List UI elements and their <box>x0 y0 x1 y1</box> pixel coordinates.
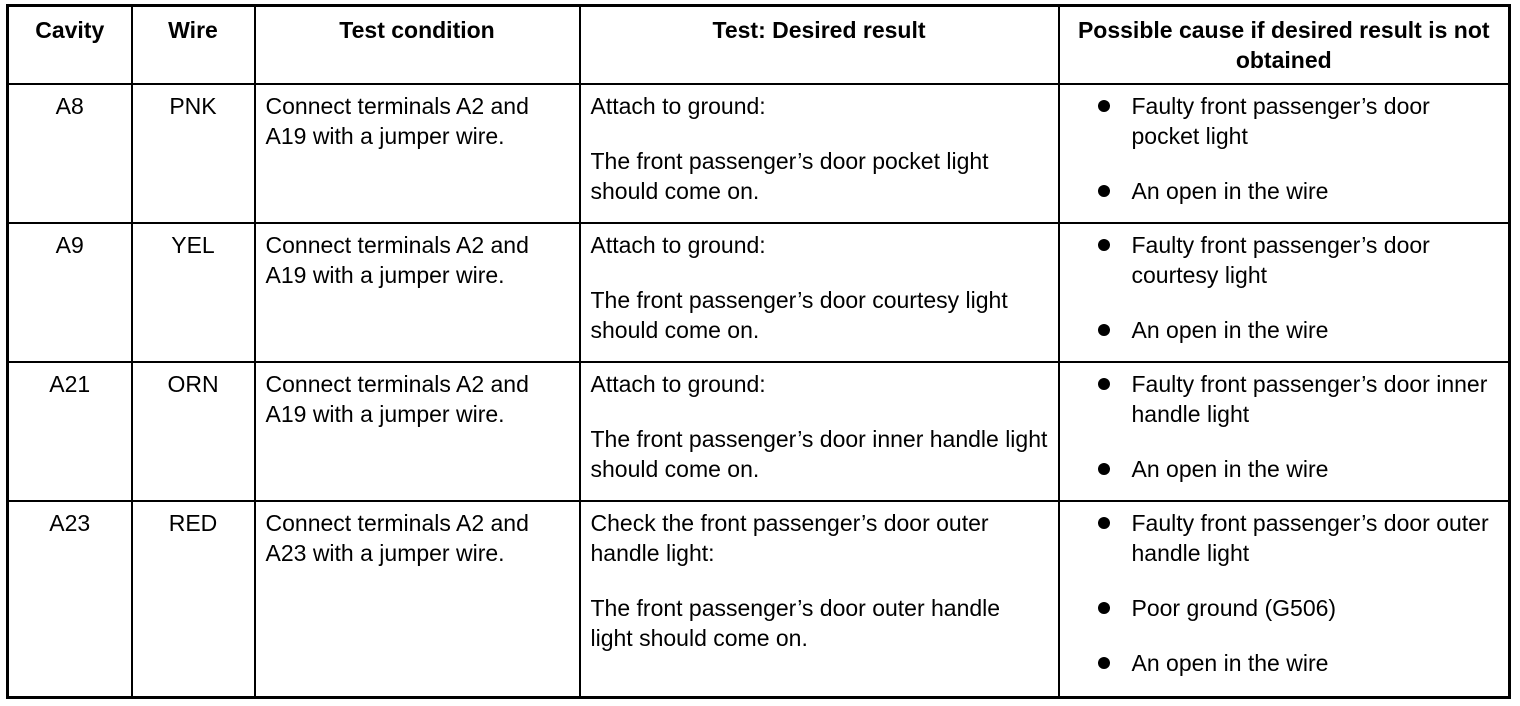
table-row <box>8 362 1510 501</box>
cause-item <box>1090 230 1499 290</box>
result-instruction: Attach to ground: <box>590 231 766 258</box>
table-row <box>8 223 1510 362</box>
result-instruction: Check the front passenger’s door outer handle light: <box>590 509 989 566</box>
header-wire: Wire <box>132 6 255 84</box>
cause-text: Faulty front passenger’s door outer handle light <box>1131 509 1489 566</box>
result-instruction: Attach to ground: <box>590 92 766 119</box>
header-row <box>8 6 1510 84</box>
cause-item <box>1090 91 1499 151</box>
cause-text: Poor ground (G506) <box>1131 594 1337 621</box>
header-cavity: Cavity <box>8 6 132 84</box>
result-cell <box>580 84 1059 223</box>
wire-cell: RED <box>132 501 255 698</box>
cause-cell <box>1059 362 1510 501</box>
cause-text: An open in the wire <box>1131 649 1329 676</box>
cause-text: Faulty front passenger’s door pocket light <box>1131 92 1430 149</box>
cause-list <box>1070 508 1499 678</box>
table-row <box>8 84 1510 223</box>
cause-text: Faulty front passenger’s door inner handle light <box>1131 370 1488 427</box>
result-expected: The front passenger’s door courtesy light should come on. <box>590 286 1008 343</box>
bullet-icon <box>1098 324 1110 336</box>
cause-item <box>1090 369 1499 429</box>
condition-cell: Connect terminals A2 and A19 with a jumper wire. <box>255 84 580 223</box>
cause-text: An open in the wire <box>1131 177 1329 204</box>
result-expected: The front passenger’s door pocket light should come on. <box>590 147 989 204</box>
bullet-icon <box>1098 517 1110 529</box>
result-expected: The front passenger’s door inner handle light should come on. <box>590 425 1048 482</box>
wire-cell: ORN <box>132 362 255 501</box>
bullet-icon <box>1098 602 1110 614</box>
cause-item <box>1090 508 1499 568</box>
bullet-icon <box>1098 100 1110 112</box>
result-instruction: Attach to ground: <box>590 370 766 397</box>
result-cell <box>580 362 1059 501</box>
test-table <box>6 4 1511 699</box>
bullet-icon <box>1098 239 1110 251</box>
cause-cell <box>1059 501 1510 698</box>
condition-cell: Connect terminals A2 and A23 with a jumper wire. <box>255 501 580 698</box>
cause-list <box>1070 230 1499 345</box>
condition-cell: Connect terminals A2 and A19 with a jumper wire. <box>255 362 580 501</box>
table-row <box>8 501 1510 698</box>
cavity-cell: A21 <box>8 362 132 501</box>
header-desired-result: Test: Desired result <box>580 6 1059 84</box>
cavity-cell: A9 <box>8 223 132 362</box>
cause-text: An open in the wire <box>1131 316 1329 343</box>
cavity-cell: A23 <box>8 501 132 698</box>
cause-item <box>1090 454 1499 484</box>
bullet-icon <box>1098 657 1110 669</box>
cause-item <box>1090 593 1499 623</box>
cause-item <box>1090 315 1499 345</box>
cause-text: An open in the wire <box>1131 455 1329 482</box>
bullet-icon <box>1098 463 1110 475</box>
cause-cell <box>1059 223 1510 362</box>
bullet-icon <box>1098 185 1110 197</box>
bullet-icon <box>1098 378 1110 390</box>
cause-item <box>1090 648 1499 678</box>
cause-cell <box>1059 84 1510 223</box>
result-expected: The front passenger’s door outer handle light should come on. <box>590 594 1001 651</box>
wire-cell: PNK <box>132 84 255 223</box>
cavity-cell: A8 <box>8 84 132 223</box>
result-cell <box>580 501 1059 698</box>
cause-text: Faulty front passenger’s door courtesy light <box>1131 231 1430 288</box>
header-possible-cause: Possible cause if desired result is not obtained <box>1059 6 1510 84</box>
condition-cell: Connect terminals A2 and A19 with a jumper wire. <box>255 223 580 362</box>
result-cell <box>580 223 1059 362</box>
wire-cell: YEL <box>132 223 255 362</box>
header-test-condition: Test condition <box>255 6 580 84</box>
cause-item <box>1090 176 1499 206</box>
cause-list <box>1070 369 1499 484</box>
cause-list <box>1070 91 1499 206</box>
